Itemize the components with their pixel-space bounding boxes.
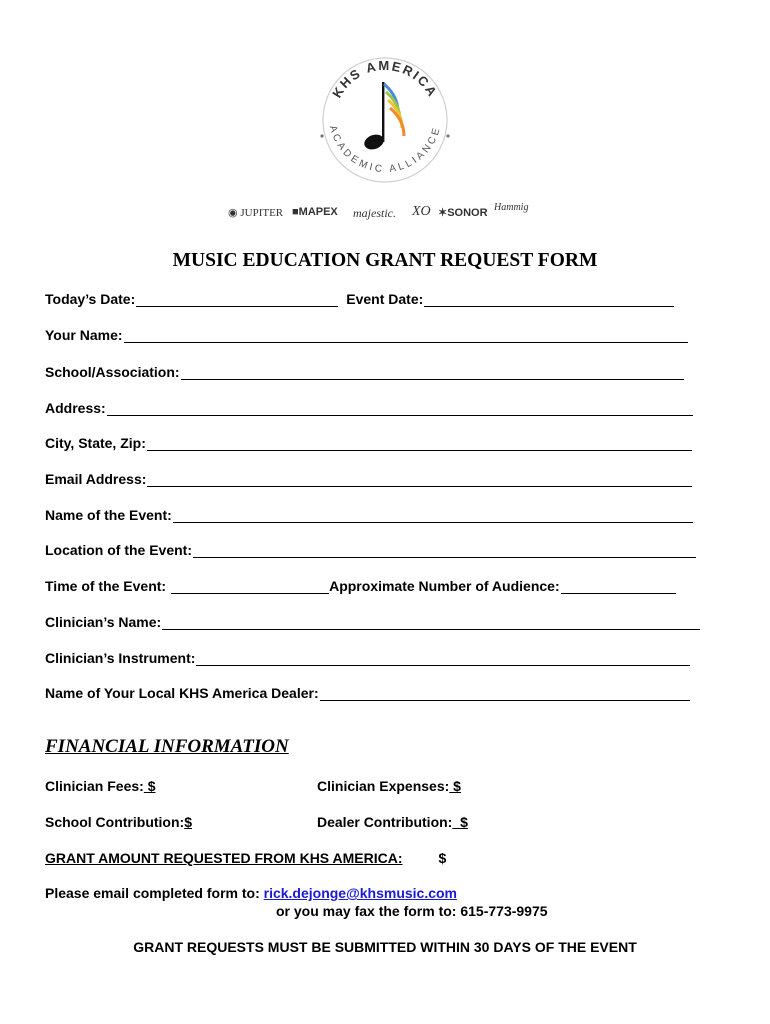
event-time-row (45, 576, 676, 594)
dealer-label: Name of Your Local KHS America Dealer: (45, 685, 319, 701)
dealer-field[interactable] (320, 685, 690, 701)
address-label: Address: (45, 400, 106, 416)
mapex-logo: ■MAPEX (292, 206, 338, 218)
music-note-icon (362, 82, 404, 152)
jupiter-logo: ◉ JUPITER (228, 207, 284, 219)
event-date-label: Event Date: (346, 291, 424, 307)
school-contribution-row (45, 814, 269, 830)
audience-field[interactable] (561, 578, 676, 594)
todays-date-field[interactable] (136, 291, 338, 307)
dealer-contribution-row (317, 814, 569, 830)
email-label: Email Address: (45, 471, 147, 487)
your-name-row (45, 325, 688, 343)
sonor-logo: ✶SONOR (438, 207, 488, 219)
svg-text:ACADEMIC ALLIANCE: ACADEMIC ALLIANCE (326, 124, 444, 176)
city-label: City, State, Zip: (45, 435, 146, 451)
city-row (45, 433, 692, 451)
school-field[interactable] (181, 364, 684, 380)
dealer-row (45, 683, 690, 701)
event-location-row (45, 540, 696, 558)
deadline-notice: GRANT REQUESTS MUST BE SUBMITTED WITHIN 30 DAYS OF THE EVENT (133, 939, 637, 955)
email-instruction (45, 885, 457, 901)
email-link[interactable]: rick.dejonge@khsmusic.com (263, 885, 458, 901)
email-instruction-label: Please email completed form to: (45, 885, 260, 901)
fax-instruction: or you may fax the form to: 615-773-9975 (276, 903, 548, 919)
form-title: MUSIC EDUCATION GRANT REQUEST FORM (172, 250, 598, 271)
dealer-contribution-label: Dealer Contribution: (317, 814, 453, 830)
todays-date-row (45, 289, 674, 307)
khs-academic-alliance-logo (317, 50, 453, 190)
clinician-fees-row (45, 778, 269, 794)
clinician-expenses-row (317, 778, 567, 794)
grant-amount-field[interactable]: $ (438, 850, 447, 866)
brand-logos (226, 196, 546, 228)
clinician-name-label: Clinician’s Name: (45, 614, 162, 630)
clinician-name-row (45, 612, 700, 630)
email-row (45, 469, 692, 487)
school-row (45, 362, 684, 380)
city-field[interactable] (147, 435, 692, 451)
event-name-field[interactable] (173, 507, 693, 523)
grant-amount-label: GRANT AMOUNT REQUESTED FROM KHS AMERICA: (45, 850, 403, 866)
event-name-label: Name of the Event: (45, 507, 172, 523)
email-field[interactable] (147, 471, 692, 487)
dealer-contribution-field[interactable]: $ (460, 814, 468, 830)
school-label: School/Association: (45, 364, 180, 380)
hammig-logo: Hammig (494, 202, 529, 213)
financial-heading: FINANCIAL INFORMATION (45, 736, 289, 757)
svg-text:KHS AMERICA: KHS AMERICA (329, 57, 441, 101)
clinician-fees-label: Clinician Fees: (45, 778, 144, 794)
clinician-expenses-label: Clinician Expenses: (317, 778, 450, 794)
clinician-instrument-label: Clinician’s Instrument: (45, 650, 196, 666)
xo-logo: XO (412, 204, 431, 219)
clinician-instrument-field[interactable] (196, 650, 690, 666)
your-name-label: Your Name: (45, 327, 123, 343)
event-time-label: Time of the Event: (45, 578, 167, 594)
clinician-name-field[interactable] (162, 614, 700, 630)
clinician-expenses-field[interactable]: $ (453, 778, 461, 794)
audience-label: Approximate Number of Audience: (329, 578, 560, 594)
event-location-label: Location of the Event: (45, 542, 192, 558)
address-row (45, 398, 693, 416)
clinician-instrument-row (45, 648, 690, 666)
clinician-fees-field[interactable]: $ (147, 778, 156, 794)
address-field[interactable] (107, 400, 693, 416)
event-date-field[interactable] (424, 291, 674, 307)
event-location-field[interactable] (193, 542, 696, 558)
your-name-field[interactable] (124, 327, 688, 343)
event-name-row (45, 505, 693, 523)
school-contribution-field[interactable]: $ (184, 814, 192, 830)
todays-date-label: Today’s Date: (45, 291, 136, 307)
majestic-logo: majestic. (353, 206, 396, 220)
school-contribution-label: School Contribution: (45, 814, 185, 830)
event-time-field[interactable] (171, 578, 329, 594)
grant-amount-row (45, 850, 578, 866)
